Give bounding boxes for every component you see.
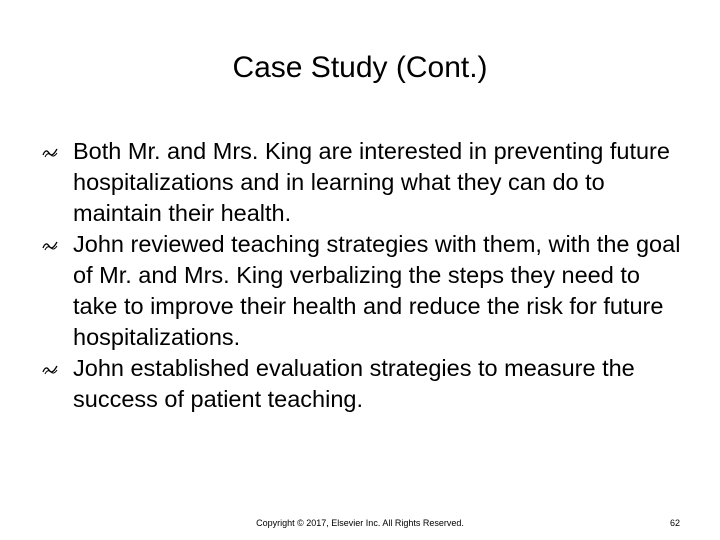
page-number: 62	[669, 518, 680, 528]
bullet-text: John established evaluation strategies to measure the success of patient teaching.	[73, 355, 635, 412]
bullet-text: Both Mr. and Mrs. King are interested in preventing future hospitalizations and in learning what they can do to maintain their health.	[73, 138, 670, 226]
bullet-icon	[42, 146, 58, 158]
bullet-list	[42, 136, 682, 415]
slide-title: Case Study (Cont.)	[232, 51, 488, 84]
bullet-item	[42, 353, 682, 415]
bullet-text: John reviewed teaching strategies with them, with the goal of Mr. and Mrs. King verbalizing the steps they need to take to improve their health and reduce the risk for future hospitalizations.	[73, 231, 681, 350]
bullet-icon	[42, 363, 58, 375]
bullet-item	[42, 229, 682, 353]
footer-copyright: Copyright © 2017, Elsevier Inc. All Rights Reserved.	[256, 518, 464, 528]
bullet-item	[42, 136, 682, 229]
bullet-icon	[42, 239, 58, 251]
